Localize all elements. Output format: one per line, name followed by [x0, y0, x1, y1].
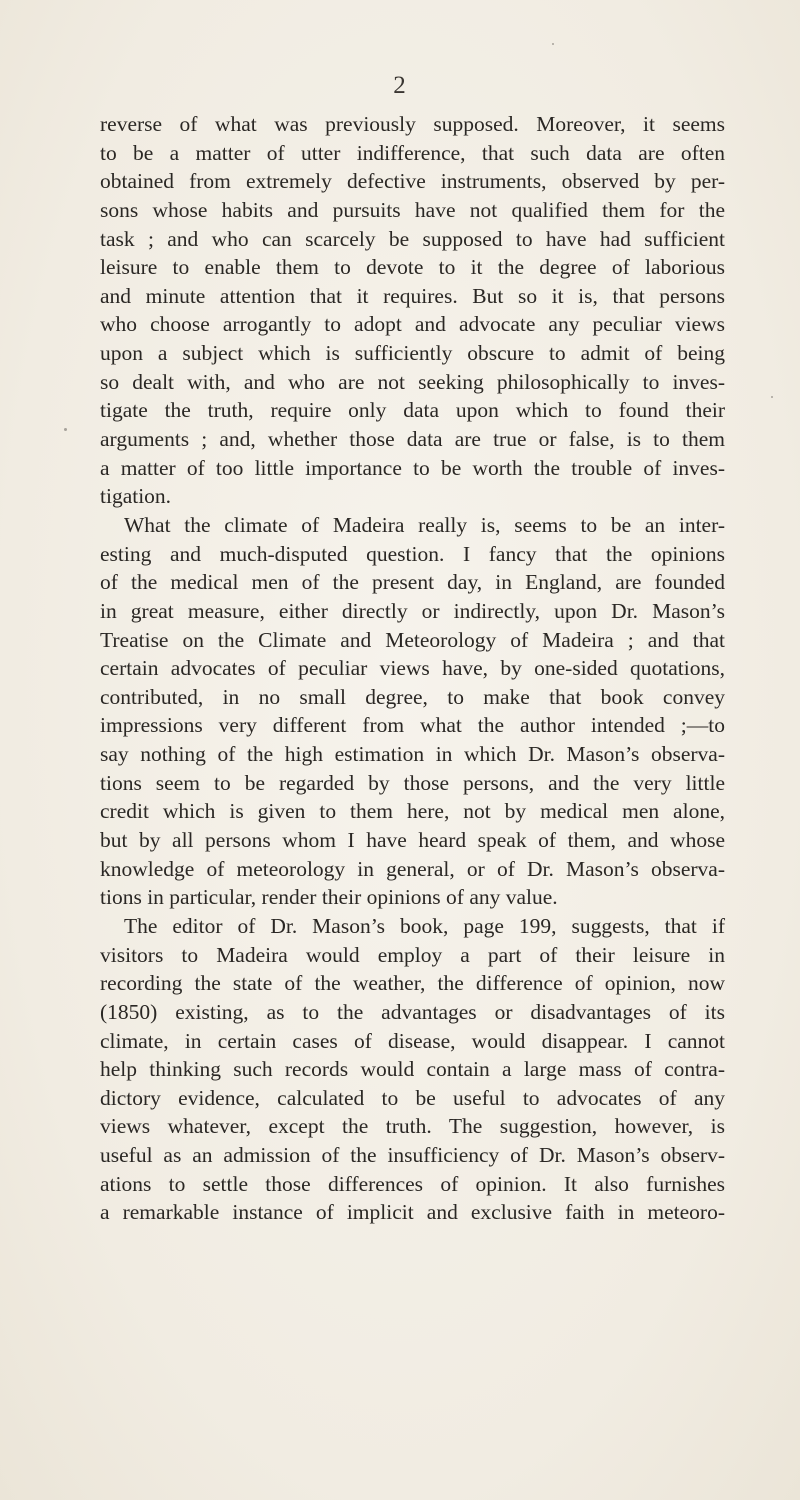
text-line: in great measure, either directly or indirectly, upon Dr. Mason’s — [100, 598, 725, 623]
paper-speck — [771, 396, 773, 398]
text-line: recording the state of the weather, the difference of opinion, now — [100, 971, 725, 996]
text-line: who choose arrogantly to adopt and advocate any peculiar views — [100, 312, 725, 337]
text-line: of the medical men of the present day, in England, are founded — [100, 570, 725, 595]
text-line: What the climate of Madeira really is, seems to be an inter- — [124, 512, 725, 537]
text-line: credit which is given to them here, not by medical men alone, — [100, 799, 725, 824]
text-line: a matter of too little importance to be worth the trouble of inves- — [100, 455, 725, 480]
text-line: dictory evidence, calculated to be useful to advocates of any — [100, 1085, 725, 1110]
paper-speck — [64, 428, 67, 431]
text-line: knowledge of meteorology in general, or of Dr. Mason’s observa- — [100, 856, 725, 881]
text-line: arguments ; and, whether those data are true or false, is to them — [100, 427, 725, 452]
text-line: leisure to enable them to devote to it the degree of laborious — [100, 255, 725, 280]
text-line: task ; and who can scarcely be supposed to have had sufficient — [100, 226, 725, 251]
text-line: (1850) existing, as to the advantages or disadvantages of its — [100, 999, 725, 1024]
paragraph — [100, 912, 725, 1227]
text-line: visitors to Madeira would employ a part of their leisure in — [100, 942, 725, 967]
text-line: obtained from extremely defective instruments, observed by per- — [100, 169, 725, 194]
text-line: say nothing of the high estimation in which Dr. Mason’s observa- — [100, 742, 725, 767]
text-line: sons whose habits and pursuits have not qualified them for the — [100, 197, 725, 222]
text-line: tigate the truth, require only data upon which to found their — [100, 398, 725, 423]
text-line: The editor of Dr. Mason’s book, page 199, suggests, that if — [124, 913, 725, 938]
text-line: Treatise on the Climate and Meteorology of Madeira ; and that — [100, 627, 725, 652]
text-line: tions in particular, render their opinions of any value. — [100, 885, 558, 910]
paragraph — [100, 110, 725, 511]
body-text — [100, 110, 725, 1227]
text-line: so dealt with, and who are not seeking philosophically to inves- — [100, 369, 725, 394]
text-line: contributed, in no small degree, to make that book convey — [100, 684, 725, 709]
paper-speck — [552, 43, 554, 45]
text-line: climate, in certain cases of disease, would disappear. I cannot — [100, 1028, 725, 1053]
paragraph — [100, 511, 725, 912]
text-line: and minute attention that it requires. But so it is, that persons — [100, 283, 725, 308]
text-line: impressions very different from what the author intended ;—to — [100, 713, 725, 738]
text-line: reverse of what was previously supposed. Moreover, it seems — [100, 112, 725, 136]
text-line: a remarkable instance of implicit and exclusive faith in meteoro- — [100, 1200, 725, 1225]
text-line: but by all persons whom I have heard speak of them, and whose — [100, 828, 725, 853]
text-line: upon a subject which is sufficiently obscure to admit of being — [100, 341, 725, 366]
text-line: views whatever, except the truth. The suggestion, however, is — [100, 1114, 725, 1139]
text-line: to be a matter of utter indifference, that such data are often — [100, 140, 725, 165]
text-line: help thinking such records would contain a large mass of contra- — [100, 1057, 725, 1082]
text-line: ations to settle those differences of opinion. It also furnishes — [100, 1171, 725, 1196]
text-line: certain advocates of peculiar views have, by one-sided quotations, — [100, 656, 725, 681]
text-line: useful as an admission of the insufficiency of Dr. Mason’s observ- — [100, 1143, 725, 1168]
text-line: esting and much-disputed question. I fancy that the opinions — [100, 541, 725, 566]
text-line: tions seem to be regarded by those persons, and the very little — [100, 770, 725, 795]
page-number: 2 — [393, 72, 407, 99]
text-line: tigation. — [100, 484, 172, 509]
